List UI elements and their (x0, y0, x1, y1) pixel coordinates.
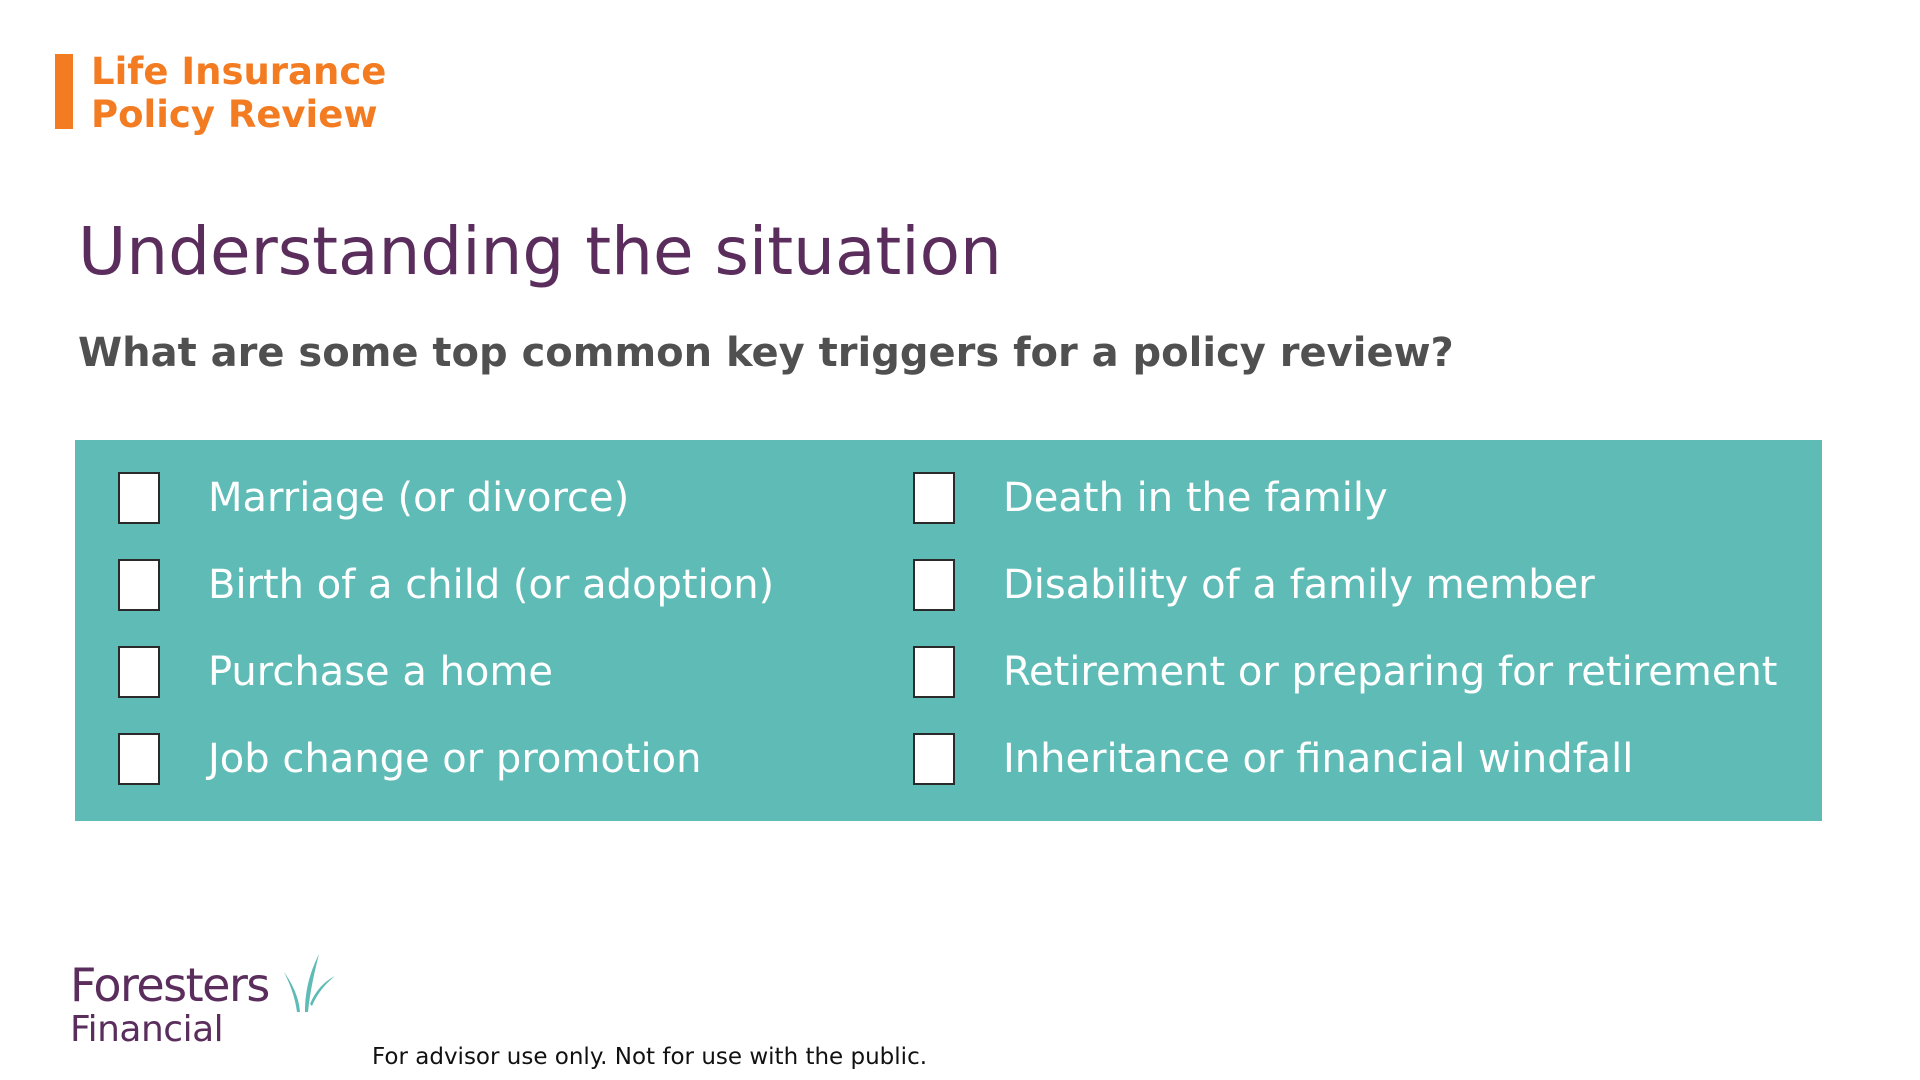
trigger-label: Purchase a home (208, 649, 553, 695)
sprig-icon (283, 952, 343, 1014)
trigger-label: Retirement or preparing for retirement (1003, 649, 1778, 695)
trigger-label: Marriage (or divorce) (208, 475, 630, 521)
trigger-label: Inheritance or financial windfall (1003, 736, 1634, 782)
trigger-item-marriage[interactable] (118, 470, 629, 526)
checkbox[interactable] (913, 472, 955, 524)
trigger-item-inheritance[interactable] (913, 731, 1633, 787)
trigger-label: Death in the family (1003, 475, 1388, 521)
trigger-item-death[interactable] (913, 470, 1388, 526)
trigger-label: Job change or promotion (208, 736, 702, 782)
foresters-financial-logo (70, 960, 269, 1050)
checkbox[interactable] (913, 733, 955, 785)
checkbox[interactable] (118, 733, 160, 785)
checkbox[interactable] (913, 646, 955, 698)
section-header (55, 50, 387, 136)
trigger-label: Disability of a family member (1003, 562, 1595, 608)
trigger-checklist-panel (75, 440, 1822, 821)
header-accent-bar (55, 54, 73, 129)
page-subtitle: What are some top common key triggers for a policy review? (78, 330, 1454, 376)
trigger-item-retirement[interactable] (913, 644, 1778, 700)
header-line-1: Life Insurance (91, 50, 387, 93)
header-line-2: Policy Review (91, 93, 378, 136)
trigger-item-disability[interactable] (913, 557, 1595, 613)
trigger-label: Birth of a child (or adoption) (208, 562, 775, 608)
checkbox[interactable] (913, 559, 955, 611)
logo-name: Foresters (70, 958, 269, 1012)
checkbox[interactable] (118, 559, 160, 611)
trigger-item-birth[interactable] (118, 557, 774, 613)
logo-subname: Financial (70, 1009, 224, 1050)
trigger-item-job[interactable] (118, 731, 701, 787)
header-text (91, 50, 386, 136)
trigger-item-home[interactable] (118, 644, 553, 700)
checkbox[interactable] (118, 646, 160, 698)
checkbox[interactable] (118, 472, 160, 524)
page-title: Understanding the situation (78, 213, 1002, 290)
disclaimer-text: For advisor use only. Not for use with the public. (372, 1044, 928, 1070)
